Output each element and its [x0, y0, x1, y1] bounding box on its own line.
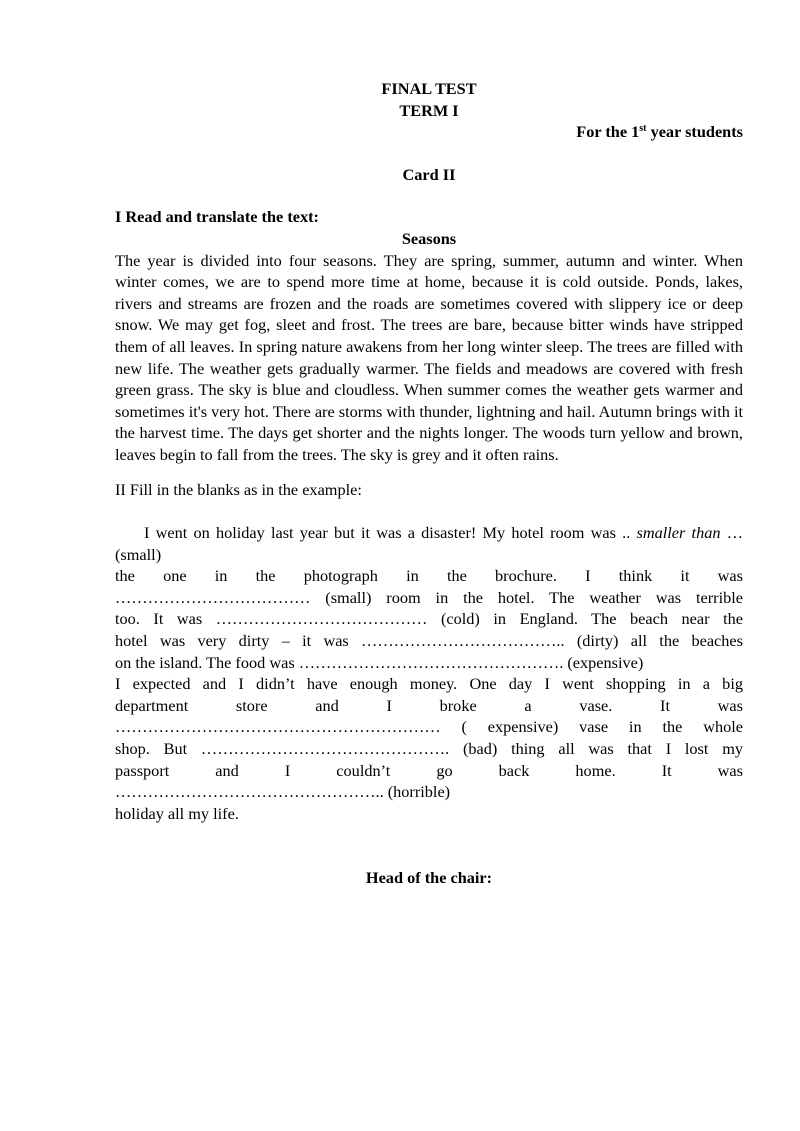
- exercise-line: department store and I broke a vase. It was: [115, 695, 743, 715]
- exercise-line: …………………………………………………… ( expensive) vase in the whole: [115, 717, 743, 737]
- exercise-line: too. It was ………………………………… (cold) in England. The beach near the: [115, 609, 743, 629]
- exercise-line: holiday all my life.: [115, 803, 239, 823]
- exercise-lines: [115, 565, 743, 824]
- exercise-line: on the island. The food was …………………………………………. (expensive): [115, 652, 644, 672]
- term-label: TERM I: [399, 100, 459, 120]
- audience-superscript: st: [639, 123, 647, 135]
- audience-prefix: For the 1: [576, 122, 640, 142]
- test-document: [115, 78, 743, 889]
- signature-label: Head of the chair:: [365, 868, 493, 888]
- exercise-line: the one in the photograph in the brochure. I think it was: [115, 566, 743, 586]
- exercise-line: ……………………………… (small) room in the hotel. The weather was terrible: [115, 587, 743, 607]
- intro-text: I went on holiday last year but it was a disaster! My hotel room was ..: [144, 523, 637, 543]
- exercise-line: ………………………………………….. (horrible): [115, 782, 451, 802]
- test-title: FINAL TEST: [381, 79, 477, 98]
- audience-suffix: year students: [646, 122, 743, 142]
- exercise-intro: [115, 522, 743, 565]
- exercise-line: hotel was very dirty – it was ……………………………….. (dirty) all the beaches: [115, 631, 743, 651]
- section2-heading: II Fill in the blanks as in the example:: [115, 479, 362, 499]
- intro-end: … (small): [115, 523, 743, 564]
- example-answer: smaller than: [636, 523, 721, 543]
- reading-title: Seasons: [401, 228, 457, 248]
- section1-heading: I Read and translate the text:: [115, 207, 319, 227]
- reading-text: The year is divided into four seasons. They are spring, summer, autumn and winter. When winter comes, we are to spend more time at home, because it is cold outside. Ponds, lakes, rivers and streams are frozen and the roads are sometimes covered with slippery ice or deep snow. We may get fog, sleet and frost. The trees are bare, because bitter winds have stripped them of all leaves. In spring nature awakens from her long winter sleep. The trees are filled with new life. The weather gets gradually warmer. The fields and meadows are covered with fresh green grass. The sky is blue and cloudless. When summer comes the weather gets warmer and sometimes it's very hot. There are storms with thunder, lightning and hail. Autumn brings with it the harvest time. The days get shorter and the nights longer. The woods turn yellow and brown, leaves begin to fall from the trees. The sky is grey and it often rains.: [115, 250, 743, 464]
- exercise-line: I expected and I didn’t have enough money. One day I went shopping in a big: [115, 674, 743, 694]
- exercise-line: shop. But ………………………………………. (bad) thing all was that I lost my: [115, 739, 743, 759]
- card-label: Card II: [402, 164, 456, 184]
- audience-label: [115, 121, 743, 143]
- exercise-line: passport and I couldn’t go back home. It was: [115, 760, 743, 780]
